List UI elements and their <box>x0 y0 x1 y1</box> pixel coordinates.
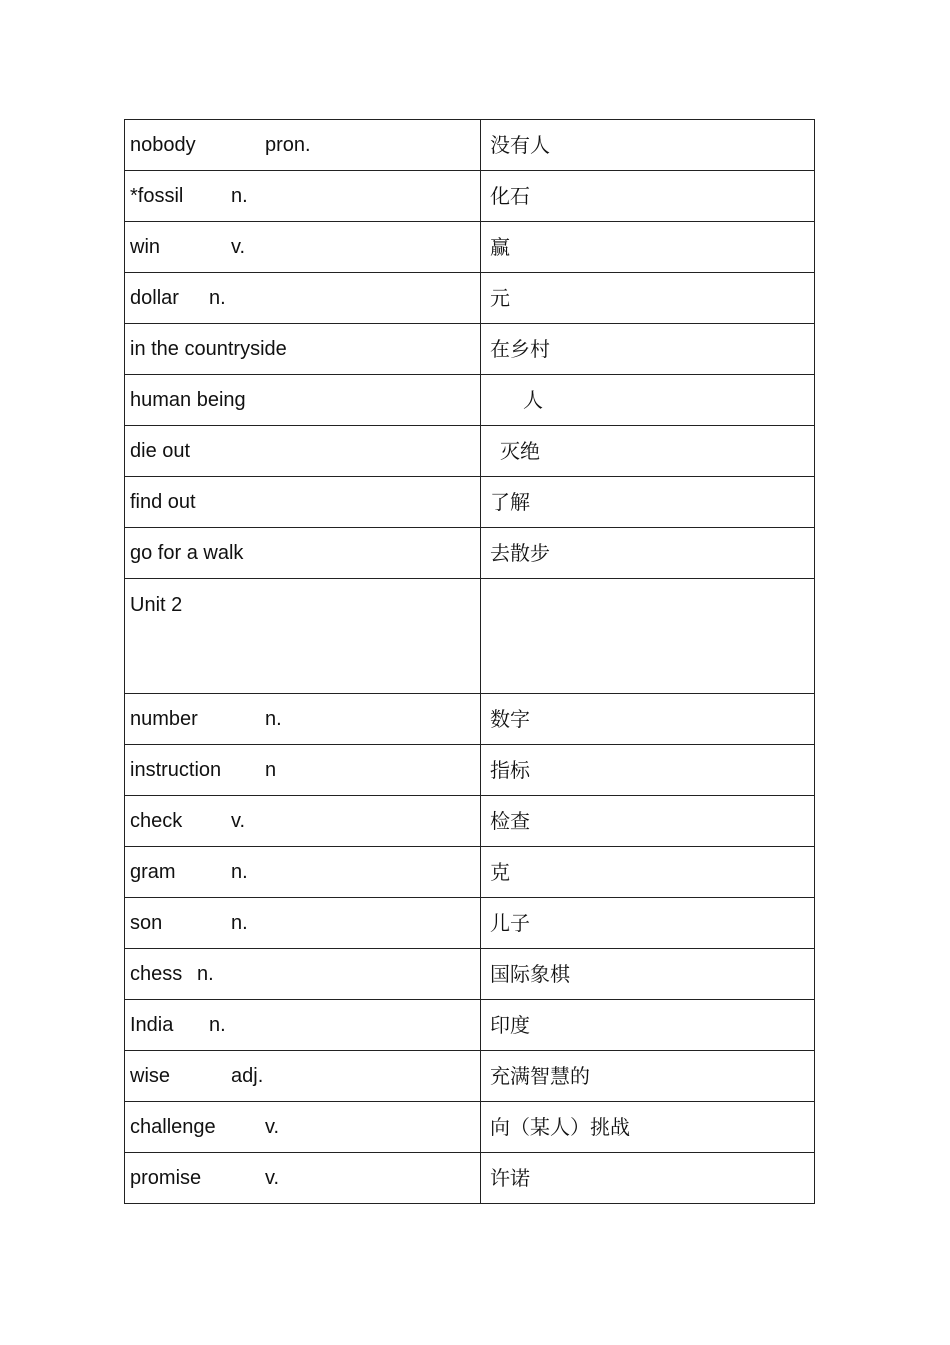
meaning-cell <box>481 477 815 528</box>
word-cell <box>125 528 481 579</box>
word-cell <box>125 745 481 796</box>
part-of-speech: n. <box>197 963 214 985</box>
table-row <box>125 694 815 745</box>
part-of-speech: n. <box>265 708 282 730</box>
table-row <box>125 171 815 222</box>
part-of-speech: v. <box>231 810 246 832</box>
word: challenge <box>130 1116 216 1138</box>
table-row <box>125 1051 815 1102</box>
meaning: 国际象棋 <box>490 962 570 986</box>
word-cell <box>125 120 481 171</box>
part-of-speech: n. <box>209 1014 226 1036</box>
word-cell <box>125 847 481 898</box>
word: win <box>130 236 161 258</box>
table-row <box>125 847 815 898</box>
meaning-cell <box>481 375 815 426</box>
word: *fossil <box>130 185 184 207</box>
table-row <box>125 222 815 273</box>
word-cell <box>125 375 481 426</box>
word: go for a walk <box>130 542 244 564</box>
table-row <box>125 528 815 579</box>
meaning-cell <box>481 898 815 949</box>
word-cell <box>125 796 481 847</box>
meaning: 检查 <box>490 809 530 833</box>
word: son <box>130 912 163 934</box>
word: India <box>130 1014 174 1036</box>
meaning: 元 <box>490 286 510 310</box>
meaning: 去散步 <box>490 541 550 565</box>
part-of-speech: v. <box>231 236 246 258</box>
word: dollar <box>130 287 179 309</box>
word-cell <box>125 324 481 375</box>
meaning: 儿子 <box>490 911 530 935</box>
word-cell <box>125 273 481 324</box>
meaning-cell <box>481 273 815 324</box>
unit-heading-cell <box>125 579 481 694</box>
word-cell <box>125 1153 481 1204</box>
word-cell <box>125 477 481 528</box>
word-cell <box>125 694 481 745</box>
table-row <box>125 426 815 477</box>
table-row <box>125 796 815 847</box>
meaning: 许诺 <box>490 1166 530 1190</box>
word-cell <box>125 1051 481 1102</box>
meaning-cell <box>481 1051 815 1102</box>
word-cell <box>125 898 481 949</box>
word: human being <box>130 389 246 411</box>
meaning: 印度 <box>490 1013 530 1037</box>
word: promise <box>130 1167 202 1189</box>
word: nobody <box>130 134 196 156</box>
word-cell <box>125 171 481 222</box>
meaning: 充满智慧的 <box>490 1064 590 1088</box>
meaning-cell <box>481 1153 815 1204</box>
meaning-cell <box>481 579 815 694</box>
meaning: 化石 <box>490 184 530 208</box>
meaning-cell <box>481 120 815 171</box>
word: gram <box>130 861 176 883</box>
part-of-speech: n. <box>231 912 248 934</box>
part-of-speech: n <box>265 759 277 781</box>
table-row <box>125 745 815 796</box>
meaning-cell <box>481 426 815 477</box>
meaning-cell <box>481 222 815 273</box>
meaning-cell <box>481 324 815 375</box>
word: number <box>130 708 198 730</box>
vocabulary-table <box>124 119 815 1204</box>
part-of-speech: v. <box>265 1167 280 1189</box>
word-cell <box>125 222 481 273</box>
meaning: 赢 <box>490 235 510 259</box>
meaning-cell <box>481 949 815 1000</box>
word: die out <box>130 440 191 462</box>
word: wise <box>130 1065 171 1087</box>
meaning-cell <box>481 694 815 745</box>
meaning: 灭绝 <box>500 439 540 463</box>
table-row <box>125 375 815 426</box>
unit-heading-row <box>125 579 815 694</box>
table-row <box>125 898 815 949</box>
meaning-cell <box>481 745 815 796</box>
meaning: 人 <box>523 388 543 412</box>
meaning: 没有人 <box>490 133 550 157</box>
part-of-speech: v. <box>265 1116 280 1138</box>
part-of-speech: n. <box>231 185 248 207</box>
word: chess <box>130 963 183 985</box>
meaning: 指标 <box>490 758 530 782</box>
table-row <box>125 477 815 528</box>
meaning-cell <box>481 847 815 898</box>
word: find out <box>130 491 196 513</box>
part-of-speech: adj. <box>231 1065 264 1087</box>
table-row <box>125 1153 815 1204</box>
part-of-speech: n. <box>231 861 248 883</box>
word: instruction <box>130 759 222 781</box>
table-row <box>125 120 815 171</box>
table-row <box>125 949 815 1000</box>
part-of-speech: n. <box>209 287 226 309</box>
word-cell <box>125 426 481 477</box>
table-row <box>125 1000 815 1051</box>
word: check <box>130 810 183 832</box>
table-row <box>125 1102 815 1153</box>
meaning-cell <box>481 171 815 222</box>
word-cell <box>125 1102 481 1153</box>
meaning-cell <box>481 1000 815 1051</box>
meaning-cell <box>481 528 815 579</box>
word: in the countryside <box>130 338 287 360</box>
word-cell <box>125 1000 481 1051</box>
meaning: 向（某人）挑战 <box>490 1115 630 1139</box>
meaning-cell <box>481 1102 815 1153</box>
meaning-cell <box>481 796 815 847</box>
part-of-speech: pron. <box>265 134 311 156</box>
word-cell <box>125 949 481 1000</box>
table-row <box>125 324 815 375</box>
table-row <box>125 273 815 324</box>
meaning: 克 <box>490 860 510 884</box>
meaning: 了解 <box>490 490 530 514</box>
meaning: 在乡村 <box>490 337 550 361</box>
meaning: 数字 <box>490 707 530 731</box>
unit-heading: Unit 2 <box>130 594 183 616</box>
